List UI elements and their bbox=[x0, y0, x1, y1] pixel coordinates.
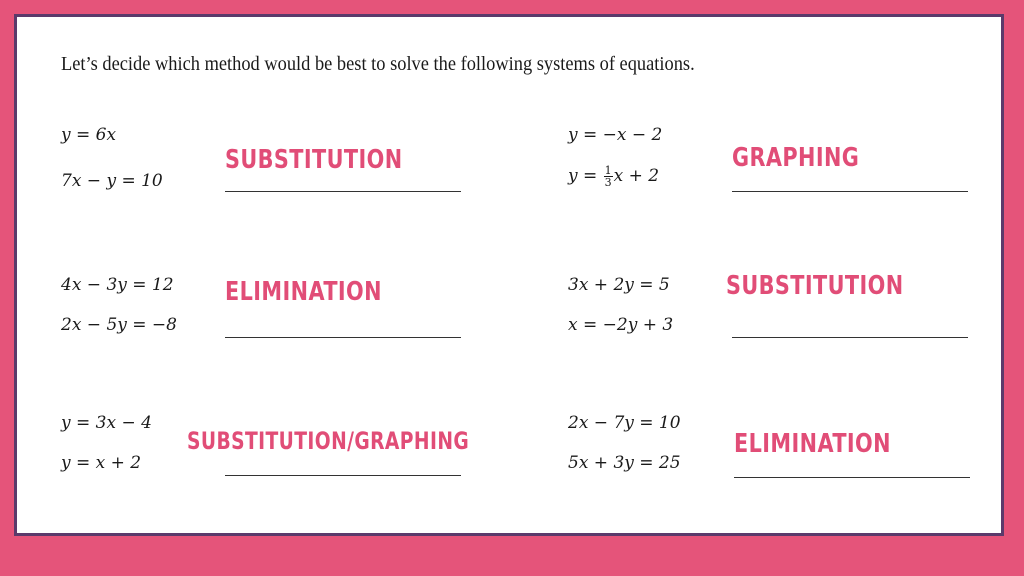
answer-line bbox=[225, 475, 461, 476]
answer-line bbox=[734, 477, 970, 478]
answer-line bbox=[225, 191, 461, 192]
fraction bbox=[604, 165, 613, 188]
instructions: Let’s decide which method would be best to solve the following systems of equations. bbox=[61, 53, 695, 75]
equation-1: 3x + 2y = 5 bbox=[568, 275, 670, 295]
equation-1: y = −x − 2 bbox=[568, 125, 663, 145]
problem-1 bbox=[61, 125, 541, 235]
equation-2: 5x + 3y = 25 bbox=[568, 453, 681, 473]
answer-text: GRAPHING bbox=[732, 143, 860, 173]
equation-2: 7x − y = 10 bbox=[61, 171, 163, 191]
problem-4 bbox=[568, 271, 1024, 385]
equation-1: 4x − 3y = 12 bbox=[61, 275, 174, 295]
equation-2-suffix: x + 2 bbox=[613, 166, 660, 186]
answer-line bbox=[225, 337, 461, 338]
fraction-denominator: 3 bbox=[604, 176, 612, 189]
answer-text: SUBSTITUTION bbox=[726, 271, 904, 301]
fraction-numerator: 1 bbox=[604, 164, 612, 177]
problem-3 bbox=[61, 275, 541, 385]
equation-2: y = x + 2 bbox=[61, 453, 142, 473]
problem-6 bbox=[568, 413, 1024, 523]
answer-text: ELIMINATION bbox=[225, 277, 382, 307]
answer-text: SUBSTITUTION bbox=[225, 145, 403, 175]
problem-2 bbox=[568, 125, 1024, 235]
equation-2-prefix: y = bbox=[568, 166, 603, 186]
equation-1: 2x − 7y = 10 bbox=[568, 413, 681, 433]
answer-text: SUBSTITUTION/GRAPHING bbox=[187, 427, 470, 455]
equation-2: 2x − 5y = −8 bbox=[61, 315, 177, 335]
equation-1: y = 6x bbox=[61, 125, 117, 145]
answer-text: ELIMINATION bbox=[734, 429, 891, 459]
equation-1: y = 3x − 4 bbox=[61, 413, 152, 433]
answer-line bbox=[732, 191, 968, 192]
worksheet-card bbox=[14, 14, 1004, 536]
equation-2: x = −2y + 3 bbox=[568, 315, 674, 335]
equation-2 bbox=[568, 165, 659, 188]
problem-5 bbox=[61, 413, 541, 523]
answer-line bbox=[732, 337, 968, 338]
